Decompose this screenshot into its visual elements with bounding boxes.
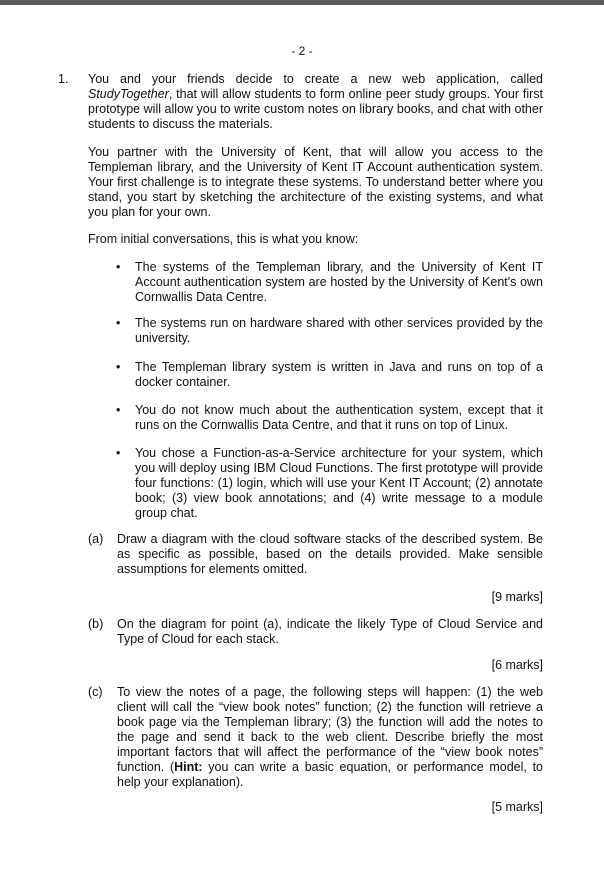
part-b-label: (b)	[88, 617, 104, 631]
question-number: 1.	[58, 72, 69, 86]
bullet-marker: •	[116, 260, 121, 274]
page-number: - 2 -	[291, 44, 313, 58]
bullet-marker: •	[116, 360, 121, 374]
bullet-item-2: The systems run on hardware shared with other services provided by the university.	[135, 316, 543, 345]
part-a-marks: [9 marks]	[491, 590, 543, 604]
part-a-text: Draw a diagram with the cloud software stacks of the described system. Be as specific as possible, based on the details provided. Make sensible assumptions for elements omitted.	[117, 532, 543, 576]
app-name: StudyTogether	[88, 87, 169, 101]
bullet-marker: •	[116, 403, 121, 417]
part-c-label: (c)	[88, 685, 103, 699]
window-top-bar	[0, 0, 604, 5]
intro-text-start: You and your friends decide to create a new web application, called	[88, 72, 543, 86]
part-c-text-start: To view the notes of a page, the following steps will happen: (1) the web client will call the “view book notes” function; (2) the function will retrieve a book page via the Templeman library; (3) the function will add the notes to the page and send it back to the web client. Describe briefly the most important factors that will affect the performance of the “view book notes” function. (	[117, 685, 543, 774]
part-a-label: (a)	[88, 532, 104, 546]
part-b-marks: [6 marks]	[491, 658, 543, 672]
part-c-marks: [5 marks]	[491, 800, 543, 814]
part-b-text: On the diagram for point (a), indicate the likely Type of Cloud Service and Type of Cloud for each stack.	[117, 617, 543, 646]
bullet-marker: •	[116, 316, 121, 330]
intro-paragraph-3: From initial conversations, this is what you know:	[88, 232, 359, 246]
intro-paragraph-2: You partner with the University of Kent, that will allow you access to the Templeman library, and the University of Kent IT Account authentication system. Your first challenge is to integrate these systems. To understand better where you stand, you start by sketching the architecture of the existing systems, and what you plan for your own.	[88, 145, 543, 219]
intro-paragraph-1	[88, 72, 543, 132]
bullet-item-5: You chose a Function-as-a-Service architecture for your system, which you will deploy using IBM Cloud Functions. The first prototype will provide four functions: (1) login, which will use your Kent IT Account; (2) annotate book; (3) view book annotations; and (4) write message to a module group chat.	[135, 446, 543, 520]
bullet-item-1: The systems of the Templeman library, and the University of Kent IT Account authentication system are hosted by the University of Kent's own Cornwallis Data Centre.	[135, 260, 543, 304]
bullet-item-4: You do not know much about the authentication system, except that it runs on the Cornwallis Data Centre, and that it runs on top of Linux.	[135, 403, 543, 432]
bullet-marker: •	[116, 446, 121, 460]
bullet-item-3: The Templeman library system is written in Java and runs on top of a docker container.	[135, 360, 543, 389]
part-c-text	[117, 685, 543, 790]
intro-text-end: , that will allow students to form online peer study groups. Your first prototype will allow you to write custom notes on library books, and chat with other students to discuss the materials.	[88, 87, 543, 131]
part-c-text-end: you can write a basic equation, or performance model, to help your explanation).	[117, 760, 543, 789]
hint-label: Hint:	[174, 760, 203, 774]
